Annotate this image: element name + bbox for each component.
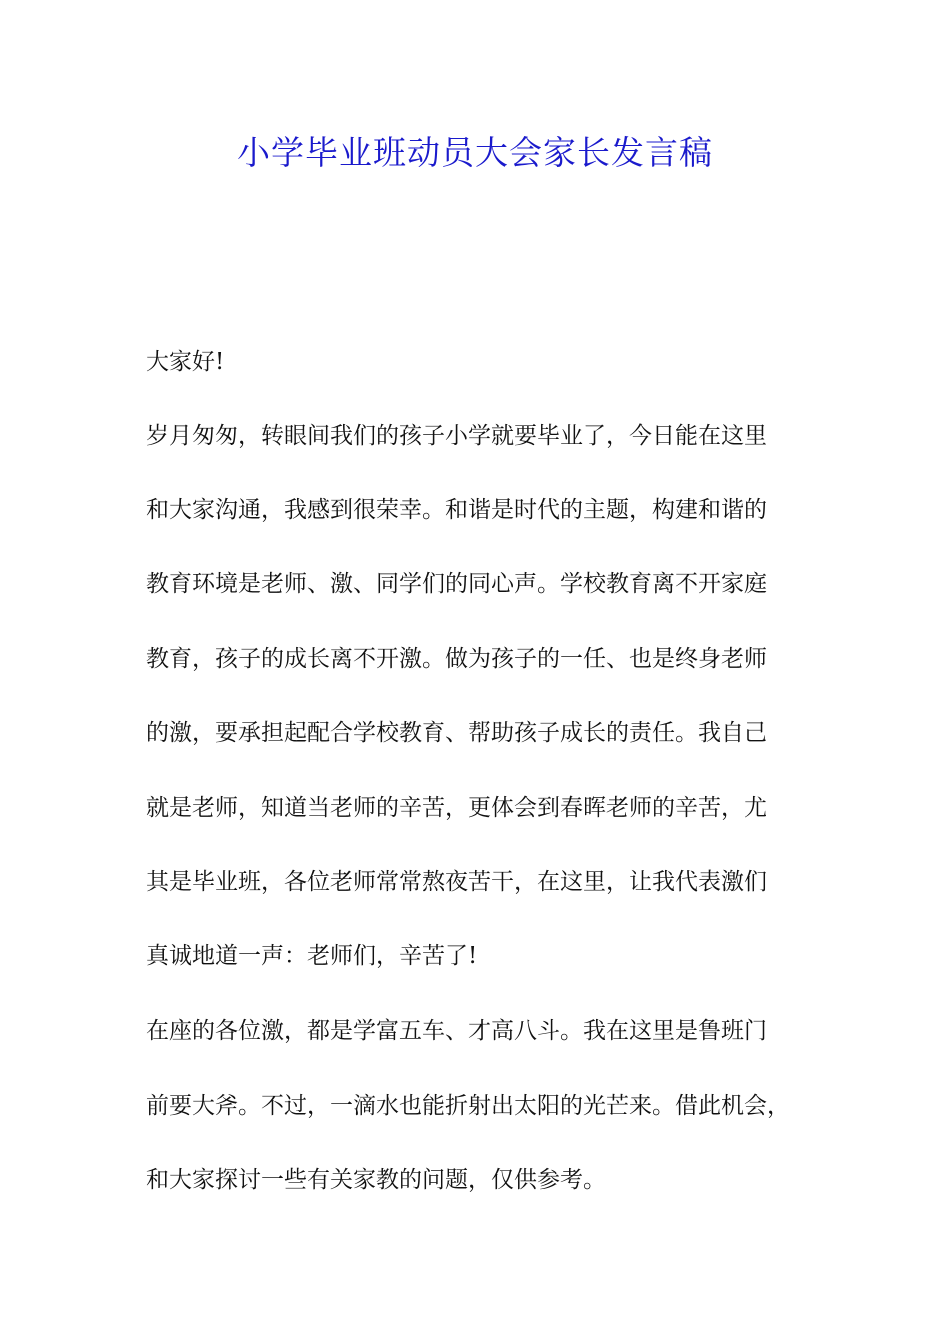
paragraph-line: 岁月匆匆，转眼间我们的孩子小学就要毕业了，今日能在这里 <box>146 423 767 449</box>
paragraph-line: 的激，要承担起配合学校教育、帮助孩子成长的责任。我自己 <box>146 720 767 746</box>
paragraph-line: 和大家沟通，我感到很荣幸。和谐是时代的主题，构建和谐的 <box>146 497 767 523</box>
paragraph-line: 真诚地道一声：老师们，辛苦了! <box>146 943 478 969</box>
paragraph-line: 在座的各位激，都是学富五车、才高八斗。我在这里是鲁班门 <box>146 1018 767 1044</box>
paragraph-line: 教育，孩子的成长离不开激。做为孩子的一任、也是终身老师 <box>146 646 767 672</box>
paragraph-line: 教育环境是老师、激、同学们的同心声。学校教育离不开家庭 <box>146 571 767 597</box>
document-title: 小学毕业班动员大会家长发言稿 <box>237 133 713 172</box>
greeting-line: 大家好! <box>146 349 225 375</box>
paragraph-line: 前要大斧。不过，一滴水也能折射出太阳的光芒来。借此机会， <box>146 1093 790 1119</box>
paragraph-line: 就是老师，知道当老师的辛苦，更体会到春晖老师的辛苦，尤 <box>146 795 767 821</box>
paragraph-line: 和大家探讨一些有关家教的问题，仅供参考。 <box>146 1167 606 1193</box>
paragraph-line: 其是毕业班，各位老师常常熬夜苦干，在这里，让我代表激们 <box>146 869 767 895</box>
